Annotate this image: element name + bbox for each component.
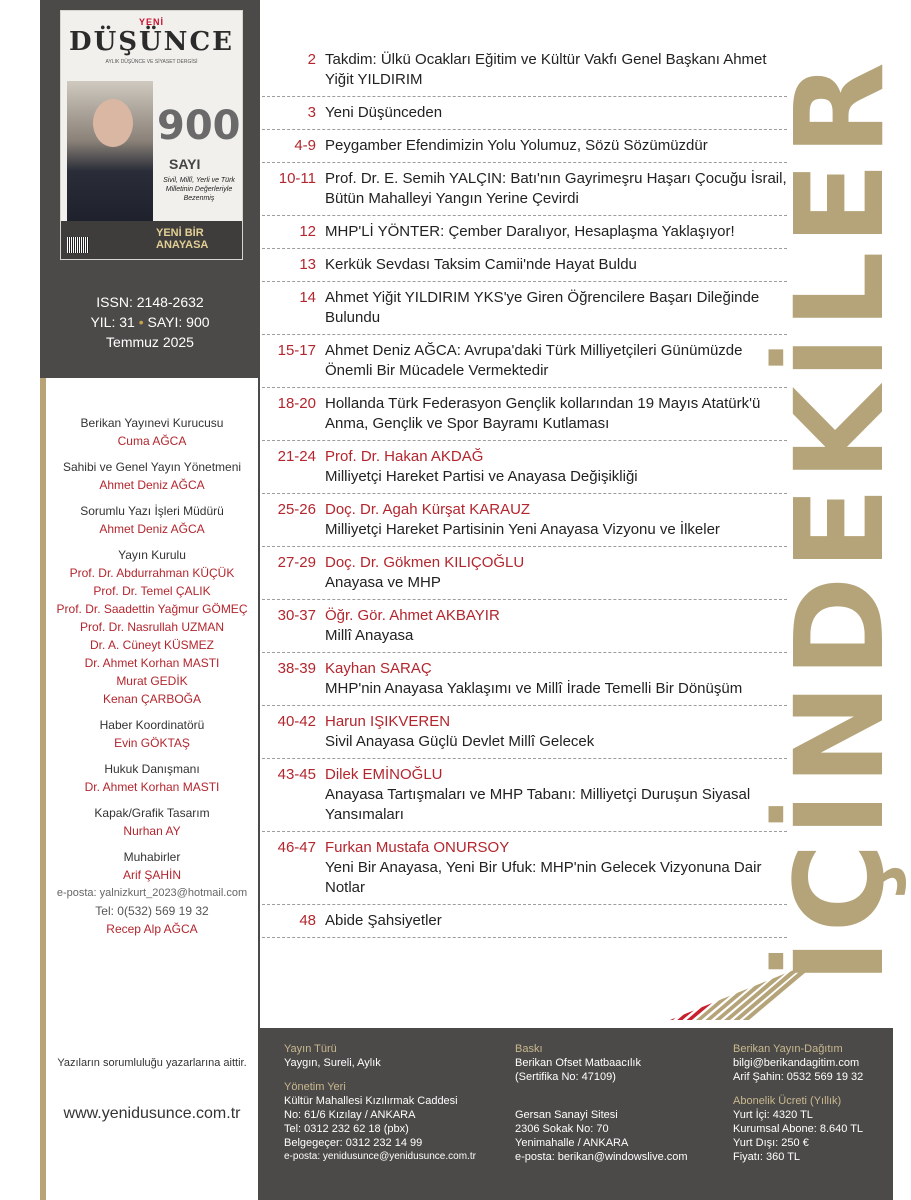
toc-title-line: Anayasa ve MHP — [325, 574, 441, 591]
toc-title-line: Milliyetçi Hareket Partisi ve Anayasa Değişikliği — [325, 468, 638, 485]
toc-page-number: 21-24 — [277, 448, 316, 465]
staff-block — [46, 458, 258, 494]
cover-masthead: DÜŞÜNCE — [69, 27, 234, 57]
toc-entry[interactable] — [262, 335, 787, 388]
toc-page-number: 14 — [299, 289, 316, 306]
footer-yonetim-heading: Yönetim Yeri — [284, 1081, 346, 1093]
toc-title-line: MHP'Lİ YÖNTER: Çember Daralıyor, Hesaplaşma Yaklaşıyor! — [325, 223, 735, 240]
toc-entry-text — [325, 169, 787, 209]
staff-name: Evin GÖKTAŞ — [114, 736, 190, 750]
toc-title-line: Milliyetçi Hareket Partisinin Yeni Anayasa Vizyonu ve İlkeler — [325, 521, 720, 538]
footer-gersan-2: 2306 Sokak No: 70 — [515, 1123, 609, 1135]
toc-title-line: Sivil Anayasa Güçlü Devlet Millî Gelecek — [325, 733, 595, 750]
toc-entry[interactable] — [262, 282, 787, 335]
toc-entry-text — [325, 553, 787, 593]
staff-block — [46, 502, 258, 538]
toc-title-line: Yeni Bir Anayasa, Yeni Bir Ufuk: MHP'nin Gelecek Vizyonuna Dair Notlar — [325, 859, 762, 896]
staff-email: e-posta: yalnizkurt_2023@hotmail.com — [56, 887, 248, 899]
footer-baski-1: Berikan Ofset Matbaacılık — [515, 1057, 641, 1069]
toc-entry[interactable] — [262, 441, 787, 494]
cover-yeni: YENİ — [138, 17, 164, 27]
footer-abonelik-2: Kurumsal Abone: 8.640 TL — [733, 1123, 864, 1135]
staff-name: Arif ŞAHİN — [122, 868, 181, 882]
toc-author: Prof. Dr. Hakan AKDAĞ — [325, 448, 484, 465]
staff-name: Kenan ÇARBOĞA — [102, 692, 202, 706]
bullet-icon: • — [138, 314, 144, 330]
cover-band-text: YENİ BİR ANAYASA — [156, 227, 209, 252]
staff-block — [46, 804, 258, 840]
left-column — [0, 0, 260, 1200]
footer-col-2 — [515, 1042, 715, 1164]
toc-page-number: 46-47 — [277, 839, 316, 856]
toc-author: Öğr. Gör. Ahmet AKBAYIR — [325, 607, 500, 624]
toc-title — [769, 40, 911, 1000]
footer-yonetim-5: e-posta: yenidusunce@yenidusunce.com.tr — [284, 1151, 476, 1162]
issue-number: SAYI: 900 — [147, 314, 210, 330]
toc-entry[interactable] — [262, 706, 787, 759]
toc-entry-text — [325, 712, 787, 752]
footer-dagitim-1: bilgi@berikandagitim.com — [733, 1057, 860, 1069]
staff-list — [46, 414, 258, 946]
toc-entry-text — [325, 394, 787, 434]
toc-entry[interactable] — [262, 600, 787, 653]
footer-yayin-turu-heading: Yayın Türü — [284, 1043, 337, 1055]
decorative-stripes — [660, 930, 893, 1020]
website-link[interactable]: www.yenidusunce.com.tr — [63, 1105, 241, 1122]
toc-entry[interactable] — [262, 547, 787, 600]
table-of-contents — [262, 44, 787, 938]
toc-entry-text — [325, 341, 787, 381]
toc-entry-text — [325, 447, 787, 487]
staff-name: Prof. Dr. Saadettin Yağmur GÖMEÇ — [56, 602, 248, 616]
toc-author: Doç. Dr. Agah Kürşat KARAUZ — [325, 501, 531, 518]
staff-name: Ahmet Deniz AĞCA — [99, 522, 205, 536]
toc-entry[interactable] — [262, 44, 787, 97]
footer-abonelik-3: Yurt Dışı: 250 € — [733, 1137, 809, 1149]
staff-role: Berikan Yayınevi Kurucusu — [80, 416, 224, 430]
cover-image — [60, 10, 243, 260]
footer-baski-heading: Baskı — [515, 1043, 543, 1055]
toc-entry-text — [325, 606, 787, 646]
staff-name: Dr. Ahmet Korhan MASTI — [84, 780, 220, 794]
toc-entry-text — [325, 103, 787, 123]
footer-dagitim-2: Arif Şahin: 0532 569 19 32 — [733, 1071, 864, 1083]
toc-title-line: Hollanda Türk Federasyon Gençlik kollarından 19 Mayıs Atatürk'ü Anma, Gençlik ve Spor Bayramı Kutlaması — [325, 395, 761, 432]
toc-page-number: 3 — [307, 104, 316, 121]
toc-entry-text — [325, 659, 787, 699]
toc-entry[interactable] — [262, 249, 787, 282]
cover-claim: Sivil, Millî, Yerli ve Türk Milletinin Değerleriyle Bezenmiş — [163, 177, 235, 203]
footer-abonelik-4: Fiyatı: 360 TL — [733, 1151, 801, 1163]
toc-page-number: 25-26 — [277, 501, 316, 518]
staff-role: Muhabirler — [123, 850, 181, 864]
barcode-icon — [67, 237, 89, 253]
staff-block — [46, 760, 258, 796]
toc-page-number: 30-37 — [277, 607, 316, 624]
staff-name: Dr. Ahmet Korhan MASTI — [84, 656, 220, 670]
staff-name: Cuma AĞCA — [117, 434, 187, 448]
footer-yonetim-1: Kültür Mahallesi Kızılırmak Caddesi — [284, 1095, 458, 1107]
staff-role: Yayın Kurulu — [118, 548, 186, 562]
toc-title-line: Ahmet Deniz AĞCA: Avrupa'daki Türk Milliyetçileri Günümüzde Önemli Bir Mücadele Vermektedir — [325, 342, 743, 379]
toc-entry[interactable] — [262, 216, 787, 249]
staff-name: Recep Alp AĞCA — [106, 922, 198, 936]
footer-gersan-3: Yenimahalle / ANKARA — [515, 1137, 629, 1149]
footer-dagitim-heading: Berikan Yayın-Dağıtım — [733, 1043, 843, 1055]
toc-page-number: 40-42 — [277, 713, 316, 730]
toc-entry[interactable] — [262, 759, 787, 832]
toc-page-number: 48 — [299, 912, 316, 929]
toc-page-number: 2 — [307, 51, 316, 68]
cover-band — [61, 221, 242, 259]
toc-entry[interactable] — [262, 653, 787, 706]
toc-page-number: 15-17 — [277, 342, 316, 359]
toc-entry-text — [325, 500, 787, 540]
toc-title-line: Yeni Düşünceden — [325, 104, 443, 121]
toc-title-line: Anayasa Tartışmaları ve MHP Tabanı: Milliyetçi Duruşun Siyasal Yansımaları — [325, 786, 751, 823]
toc-entry[interactable] — [262, 163, 787, 216]
staff-role: Kapak/Grafik Tasarım — [94, 806, 210, 820]
cover-photo — [67, 81, 153, 231]
toc-title-line: Kerkük Sevdası Taksim Camii'nde Hayat Buldu — [325, 256, 637, 273]
footer-info — [260, 1028, 893, 1200]
toc-title-line: Takdim: Ülkü Ocakları Eğitim ve Kültür Vakfı Genel Başkanı Ahmet Yiğit YILDIRIM — [325, 51, 767, 88]
toc-page-number: 12 — [299, 223, 316, 240]
toc-entry[interactable] — [262, 130, 787, 163]
toc-entry[interactable] — [262, 388, 787, 441]
toc-author: Dilek EMİNOĞLU — [325, 766, 443, 783]
footer-baski-2: (Sertifika No: 47109) — [515, 1071, 616, 1083]
staff-role: Sorumlu Yazı İşleri Müdürü — [80, 504, 224, 518]
toc-entry-text — [325, 136, 787, 156]
toc-title-line: MHP'nin Anayasa Yaklaşımı ve Millî İrade Temelli Bir Dönüşüm — [325, 680, 743, 697]
footer-gersan-4: e-posta: berikan@windowslive.com — [515, 1151, 688, 1163]
toc-entry[interactable] — [262, 97, 787, 130]
staff-phone: Tel: 0(532) 569 19 32 — [95, 904, 209, 918]
footer-yayin-turu: Yaygın, Sureli, Aylık — [284, 1057, 381, 1069]
staff-name: Prof. Dr. Abdurrahman KÜÇÜK — [69, 566, 235, 580]
toc-entry-text — [325, 50, 787, 90]
issue-year: YIL: 31 — [90, 314, 135, 330]
toc-author: Furkan Mustafa ONURSOY — [325, 839, 510, 856]
toc-entry-text — [325, 288, 787, 328]
year-issue — [40, 312, 260, 332]
toc-page-number: 43-45 — [277, 766, 316, 783]
toc-page-number: 38-39 — [277, 660, 316, 677]
staff-role: Hukuk Danışmanı — [104, 762, 200, 776]
toc-page-number: 4-9 — [294, 137, 316, 154]
toc-title-line: Prof. Dr. E. Semih YALÇIN: Batı'nın Gayrimeşru Haşarı Çocuğu İsrail, Bütün Mahalleyi Yangın Yerine Çevirdi — [325, 170, 787, 207]
toc-title-text: İÇİNDEKİLER — [769, 56, 911, 984]
toc-title-line: Ahmet Yiğit YILDIRIM YKS'ye Giren Öğrencilere Başarı Dileğinde Bulundu — [325, 289, 760, 326]
toc-page-number: 13 — [299, 256, 316, 273]
toc-page-number: 18-20 — [277, 395, 316, 412]
staff-block — [46, 716, 258, 752]
cover-face — [93, 99, 133, 147]
toc-page-number: 10-11 — [278, 170, 316, 187]
issue-info — [40, 292, 260, 352]
toc-title-line: Millî Anayasa — [325, 627, 414, 644]
toc-entry-text — [325, 222, 787, 242]
footer-yonetim-2: No: 61/6 Kızılay / ANKARA — [284, 1109, 416, 1121]
issn: ISSN: 2148-2632 — [96, 294, 204, 310]
footer-abonelik-heading: Abonelik Ücreti (Yıllık) — [733, 1095, 842, 1107]
toc-entry-text — [325, 911, 787, 931]
staff-name: Murat GEDİK — [116, 674, 188, 688]
staff-block — [46, 414, 258, 450]
toc-page-number: 27-29 — [277, 554, 316, 571]
footer-col-1 — [284, 1042, 504, 1164]
footer-yonetim-4: Belgegeçer: 0312 232 14 99 — [284, 1137, 423, 1149]
toc-entry[interactable] — [262, 832, 787, 905]
footer-yonetim-3: Tel: 0312 232 62 18 (pbx) — [284, 1123, 409, 1135]
footer-gersan-1: Gersan Sanayi Sitesi — [515, 1109, 618, 1121]
staff-name: Dr. A. Cüneyt KÜSMEZ — [89, 638, 215, 652]
staff-role: Haber Koordinatörü — [99, 718, 205, 732]
toc-entry-text — [325, 255, 787, 275]
toc-entry-text — [325, 838, 787, 898]
staff-block-muhabirler — [46, 848, 258, 938]
toc-author: Kayhan SARAÇ — [325, 660, 432, 677]
footer-abonelik-1: Yurt İçi: 4320 TL — [733, 1109, 813, 1121]
toc-title-line: Abide Şahsiyetler — [325, 912, 442, 929]
staff-name: Ahmet Deniz AĞCA — [99, 478, 205, 492]
staff-role: Sahibi ve Genel Yayın Yönetmeni — [62, 460, 242, 474]
issue-date: Temmuz 2025 — [106, 334, 194, 350]
toc-entry[interactable] — [262, 494, 787, 547]
staff-name: Nurhan AY — [123, 824, 181, 838]
toc-author: Doç. Dr. Gökmen KILIÇOĞLU — [325, 554, 525, 571]
toc-entry-text — [325, 765, 787, 825]
footer-col-3 — [733, 1042, 888, 1164]
staff-block — [46, 546, 258, 708]
cover-tagline: AYLIK DÜŞÜNCE VE SİYASET DERGİSİ — [105, 59, 198, 65]
staff-name: Prof. Dr. Nasrullah UZMAN — [79, 620, 225, 634]
cover-sayi: SAYI — [169, 156, 201, 172]
toc-title-line: Peygamber Efendimizin Yolu Yolumuz, Sözü Sözümüzdür — [325, 137, 708, 154]
responsibility-note: Yazıların sorumluluğu yazarlarına aittir. — [57, 1057, 247, 1069]
toc-author: Harun IŞIKVEREN — [325, 713, 451, 730]
cover-number: 900 — [157, 103, 241, 149]
staff-name: Prof. Dr. Temel ÇALIK — [93, 584, 211, 598]
